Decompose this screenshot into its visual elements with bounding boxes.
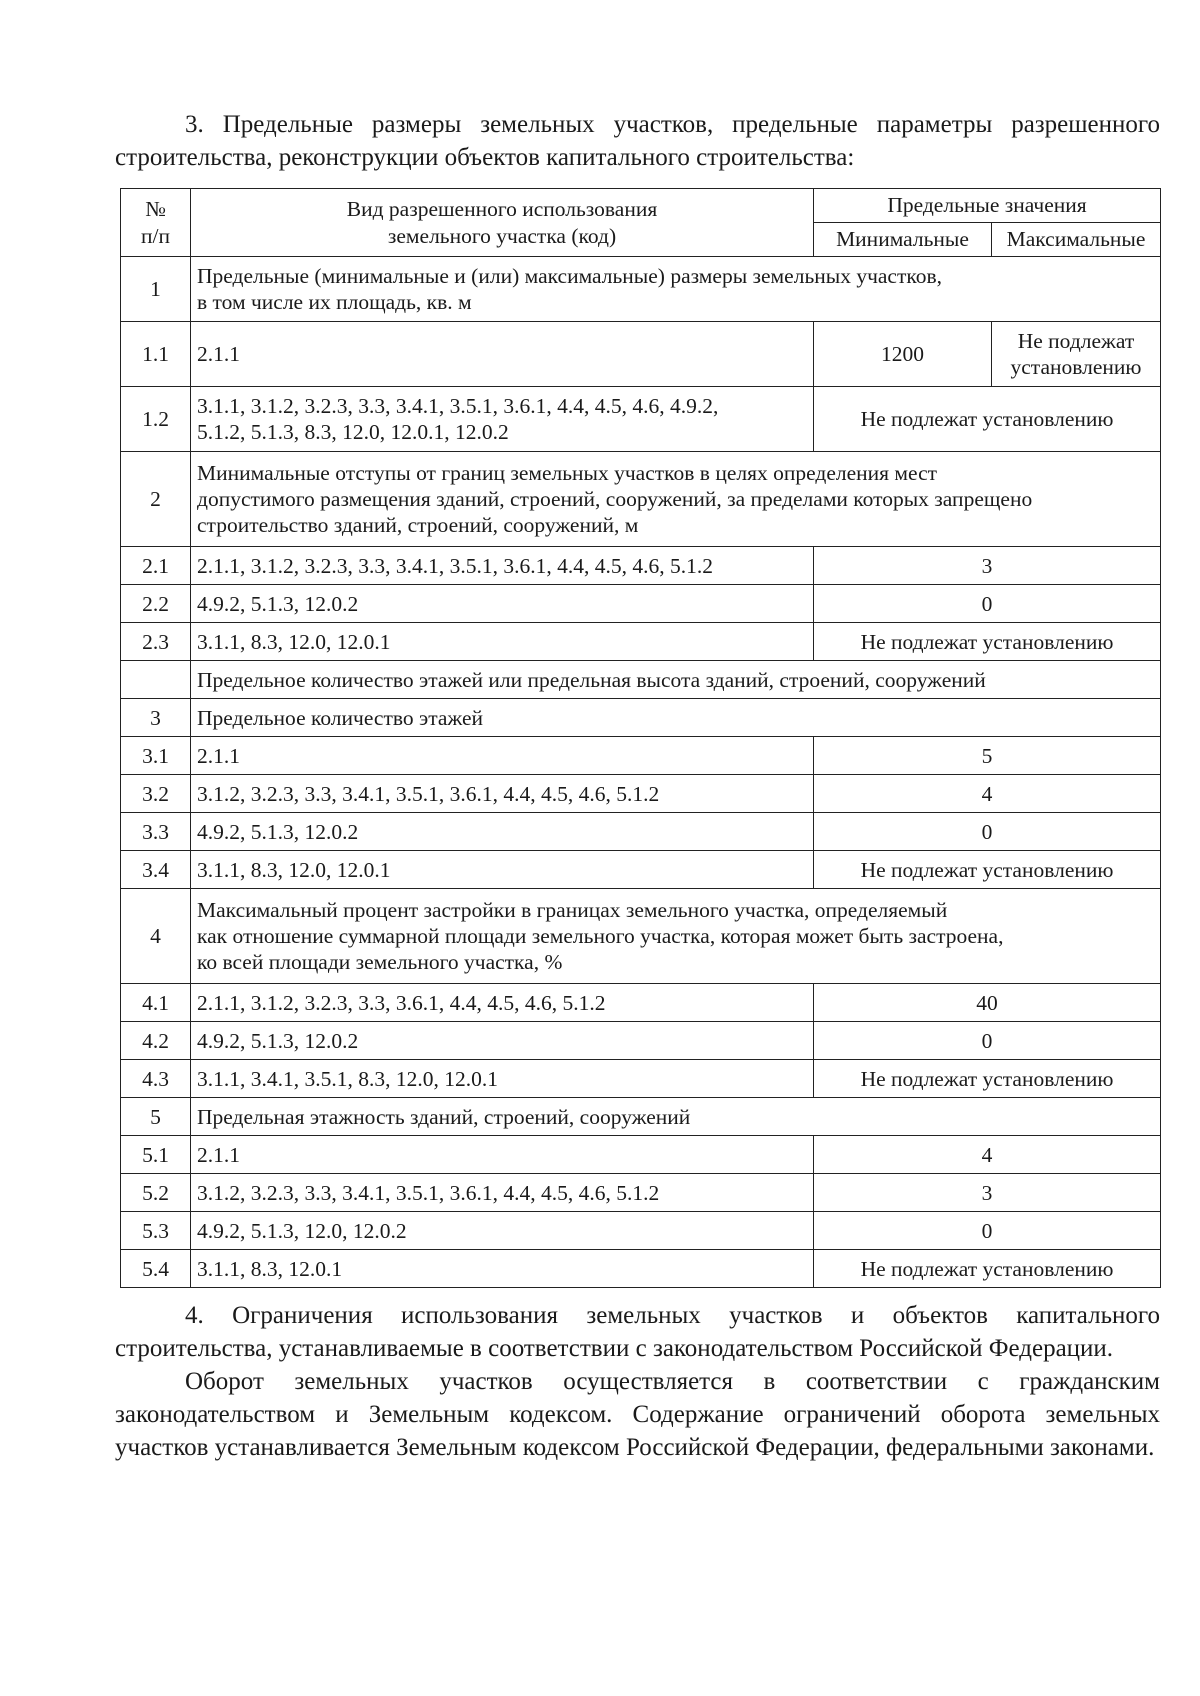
row-number: 2 [121, 452, 191, 547]
table-row-section [121, 257, 1161, 322]
section-title: Максимальный процент застройки в границах земельного участка, определяемый как отношение суммарной площади земельного участка, которая может быть застроена, ко всей площади земельного участка, % [191, 889, 1161, 984]
use-codes: 2.1.1 [191, 737, 814, 775]
header-use-kind: Вид разрешенного использования земельного участка (код) [191, 189, 814, 257]
use-codes: 3.1.1, 8.3, 12.0.1 [191, 1250, 814, 1288]
limit-value: 5 [814, 737, 1161, 775]
limit-value: 4 [814, 1136, 1161, 1174]
limit-value: 4 [814, 775, 1161, 813]
section-title: Предельные (минимальные и (или) максимальные) размеры земельных участков, в том числе их площадь, кв. м [191, 257, 1161, 322]
row-number: 3.2 [121, 775, 191, 813]
use-codes: 2.1.1 [191, 322, 814, 387]
use-codes: 2.1.1, 3.1.2, 3.2.3, 3.3, 3.6.1, 4.4, 4.5, 4.6, 5.1.2 [191, 984, 814, 1022]
table-row [121, 1212, 1161, 1250]
section-4-heading: 4. Ограничения использования земельных участков и объектов капитального строительства, устанавливаемые в соответствии с законодательством Российской Федерации. [115, 1302, 1160, 1362]
limit-value: 3 [814, 547, 1161, 585]
limit-value: 0 [814, 1212, 1161, 1250]
row-number: 3.1 [121, 737, 191, 775]
row-number: 5.3 [121, 1212, 191, 1250]
max-value: Не подлежат установлению [992, 322, 1161, 387]
use-codes: 4.9.2, 5.1.3, 12.0.2 [191, 813, 814, 851]
row-number: 4 [121, 889, 191, 984]
row-number: 2.3 [121, 623, 191, 661]
row-number [121, 661, 191, 699]
table-header [121, 189, 1161, 257]
limit-value: Не подлежат установлению [814, 623, 1161, 661]
row-number: 4.2 [121, 1022, 191, 1060]
row-number: 3 [121, 699, 191, 737]
limit-value: Не подлежат установлению [814, 387, 1161, 452]
use-codes: 2.1.1, 3.1.2, 3.2.3, 3.3, 3.4.1, 3.5.1, 3.6.1, 4.4, 4.5, 4.6, 5.1.2 [191, 547, 814, 585]
limit-value: Не подлежат установлению [814, 1060, 1161, 1098]
section-4-body: Оборот земельных участков осуществляется в соответствии с гражданским законодательством и Земельным кодексом. Содержание ограничений оборота земельных участков устанавливается Земельным кодексом Российской Федерации, федеральными законами. [115, 1368, 1160, 1461]
table-row [121, 1174, 1161, 1212]
use-codes: 3.1.2, 3.2.3, 3.3, 3.4.1, 3.5.1, 3.6.1, 4.4, 4.5, 4.6, 5.1.2 [191, 1174, 814, 1212]
row-number: 1 [121, 257, 191, 322]
table-row-section [121, 889, 1161, 984]
row-number: 4.1 [121, 984, 191, 1022]
table-row [121, 984, 1161, 1022]
table-row-section [121, 1098, 1161, 1136]
row-number: 1.1 [121, 322, 191, 387]
table-row [121, 775, 1161, 813]
table-row-section [121, 661, 1161, 699]
table-row-section [121, 452, 1161, 547]
use-codes: 2.1.1 [191, 1136, 814, 1174]
parameters-table [120, 188, 1161, 1288]
table-row [121, 813, 1161, 851]
table-row [121, 585, 1161, 623]
document-page [115, 108, 1160, 1464]
limit-value: Не подлежат установлению [814, 1250, 1161, 1288]
limit-value: 0 [814, 585, 1161, 623]
section-title: Предельное количество этажей или предельная высота зданий, строений, сооружений [191, 661, 1161, 699]
use-codes: 4.9.2, 5.1.3, 12.0.2 [191, 585, 814, 623]
table-row [121, 623, 1161, 661]
row-number: 2.2 [121, 585, 191, 623]
table-row-section [121, 699, 1161, 737]
row-number: 3.4 [121, 851, 191, 889]
header-number: № п/п [121, 189, 191, 257]
row-number: 5.4 [121, 1250, 191, 1288]
header-max: Максимальные [992, 223, 1161, 257]
table-row [121, 851, 1161, 889]
row-number: 5 [121, 1098, 191, 1136]
use-codes: 3.1.1, 8.3, 12.0, 12.0.1 [191, 851, 814, 889]
use-codes: 4.9.2, 5.1.3, 12.0, 12.0.2 [191, 1212, 814, 1250]
limit-value: Не подлежат установлению [814, 851, 1161, 889]
row-number: 2.1 [121, 547, 191, 585]
min-value: 1200 [814, 322, 992, 387]
row-number: 5.1 [121, 1136, 191, 1174]
section-title: Минимальные отступы от границ земельных участков в целях определения мест допустимого размещения зданий, строений, сооружений, за пределами которых запрещено строительство зданий, строений, сооружений, м [191, 452, 1161, 547]
use-codes: 3.1.2, 3.2.3, 3.3, 3.4.1, 3.5.1, 3.6.1, 4.4, 4.5, 4.6, 5.1.2 [191, 775, 814, 813]
table-row [121, 1136, 1161, 1174]
table-row [121, 322, 1161, 387]
header-min: Минимальные [814, 223, 992, 257]
table-row [121, 547, 1161, 585]
table-row [121, 1060, 1161, 1098]
table-row [121, 737, 1161, 775]
row-number: 1.2 [121, 387, 191, 452]
table-row [121, 387, 1161, 452]
header-limit-values: Предельные значения [814, 189, 1161, 223]
use-codes: 3.1.1, 3.1.2, 3.2.3, 3.3, 3.4.1, 3.5.1, 3.6.1, 4.4, 4.5, 4.6, 4.9.2, 5.1.2, 5.1.3, 8.3, 12.0, 12.0.1, 12.0.2 [191, 387, 814, 452]
use-codes: 3.1.1, 8.3, 12.0, 12.0.1 [191, 623, 814, 661]
section-title: Предельная этажность зданий, строений, сооружений [191, 1098, 1161, 1136]
limit-value: 3 [814, 1174, 1161, 1212]
row-number: 4.3 [121, 1060, 191, 1098]
table-row [121, 1250, 1161, 1288]
row-number: 5.2 [121, 1174, 191, 1212]
table-row [121, 1022, 1161, 1060]
limit-value: 0 [814, 813, 1161, 851]
use-codes: 3.1.1, 3.4.1, 3.5.1, 8.3, 12.0, 12.0.1 [191, 1060, 814, 1098]
limit-value: 40 [814, 984, 1161, 1022]
row-number: 3.3 [121, 813, 191, 851]
section-3-heading: 3. Предельные размеры земельных участков, предельные параметры разрешенного строительства, реконструкции объектов капитального строительства: [115, 111, 1160, 171]
limit-value: 0 [814, 1022, 1161, 1060]
use-codes: 4.9.2, 5.1.3, 12.0.2 [191, 1022, 814, 1060]
section-title: Предельное количество этажей [191, 699, 1161, 737]
